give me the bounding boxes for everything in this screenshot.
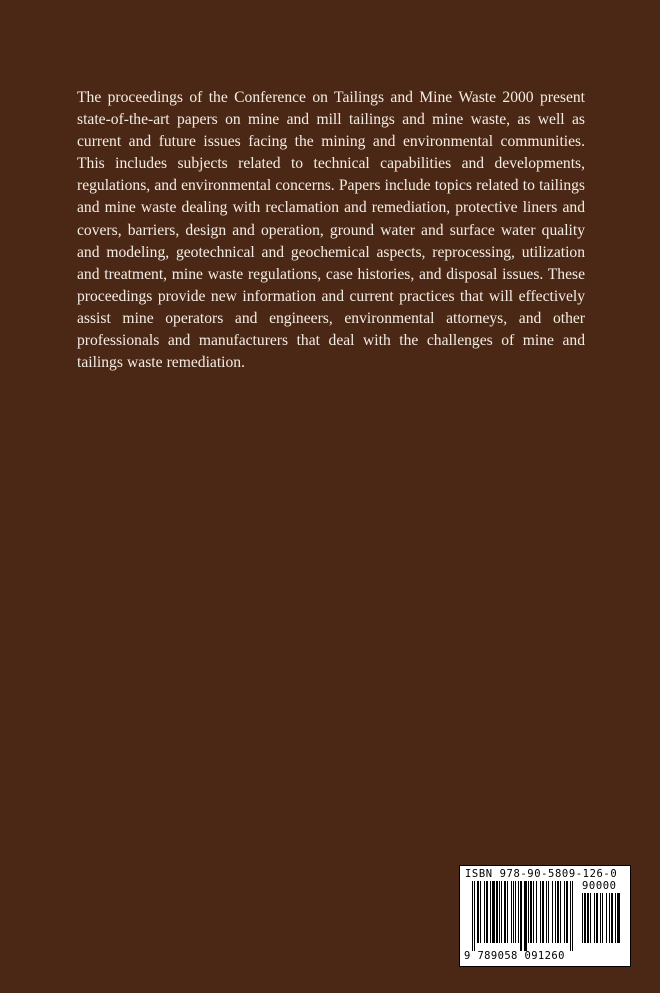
barcode-bar xyxy=(477,881,479,943)
barcode-bar xyxy=(492,881,495,943)
cover-blurb: The proceedings of the Conference on Tailings and Mine Waste 2000 present state-of-the-art papers on mine and mill tailings and mine waste, as well as current and future issues facing the mining and environmental communities. This includes subjects related to technical capabilities and developments, regulations, and environmental concerns. Papers include topics related to tailings and mine waste dealing with reclamation and remediation, protective liners and covers, barriers, design and operation, ground water and surface water quality and modeling, geotechnical and geochemical aspects, reprocessing, utilization and treatment, mine waste regulations, case histories, and disposal issues. These proceedings provide new information and current practices that will effectively assist mine operators and engineers, environmental attorneys, and other professionals and manufacturers that deal with the challenges of mine and tailings waste remediation. xyxy=(77,89,585,372)
barcode-bar xyxy=(504,881,506,943)
barcode-bar xyxy=(501,881,502,943)
ean-digits: 9 789058 091260 xyxy=(464,950,565,962)
barcode-bar xyxy=(587,893,589,943)
barcode-bar xyxy=(602,893,603,943)
barcode-bar xyxy=(524,881,527,951)
barcode-bar xyxy=(582,893,583,943)
barcode-bar xyxy=(611,893,613,943)
barcode-bar xyxy=(542,881,544,943)
barcode-bar xyxy=(507,881,508,943)
barcode-bar xyxy=(474,881,475,951)
barcode-bar xyxy=(564,881,565,943)
barcode-bar xyxy=(513,881,514,943)
barcode-bar xyxy=(520,881,522,951)
barcode-bar xyxy=(536,881,537,943)
barcode-bar xyxy=(600,893,601,943)
barcode-bar xyxy=(530,881,532,943)
barcode-bar xyxy=(594,893,595,943)
barcode-bar xyxy=(496,881,498,943)
barcode-bar xyxy=(590,893,591,943)
barcode-bar xyxy=(490,881,491,943)
barcode-bar xyxy=(511,881,512,943)
barcode-bar xyxy=(540,881,541,943)
barcode-bar xyxy=(606,893,607,943)
barcode-bar xyxy=(472,881,473,951)
barcode-bar xyxy=(584,893,586,943)
barcode-bar xyxy=(528,881,529,943)
barcode-bar xyxy=(557,881,559,943)
barcode-bar xyxy=(480,881,481,943)
barcode-bar xyxy=(533,881,534,943)
ean-barcode-bars xyxy=(472,881,578,951)
barcode-bar xyxy=(548,881,549,943)
addon-barcode-bars xyxy=(582,893,628,951)
barcode-bar xyxy=(615,893,616,943)
barcode-bar xyxy=(555,881,556,943)
barcode-bar xyxy=(515,881,516,943)
barcode-bar xyxy=(499,881,500,943)
barcode-bar xyxy=(484,881,485,943)
isbn-barcode xyxy=(459,865,631,967)
barcode-bar xyxy=(617,893,620,943)
barcode-bar xyxy=(596,893,598,943)
isbn-label: ISBN 978-90-5809-126-0 xyxy=(465,868,618,880)
addon-code: 90000 xyxy=(582,880,617,892)
barcode-bar xyxy=(566,881,568,943)
barcode-bar xyxy=(572,881,573,951)
barcode-bar xyxy=(570,881,571,951)
barcode-bar xyxy=(560,881,561,943)
barcode-bar xyxy=(518,881,519,943)
barcode-bar xyxy=(609,893,610,943)
barcode-bar xyxy=(546,881,547,943)
barcode-bar xyxy=(552,881,553,943)
barcode-bar xyxy=(486,881,488,943)
